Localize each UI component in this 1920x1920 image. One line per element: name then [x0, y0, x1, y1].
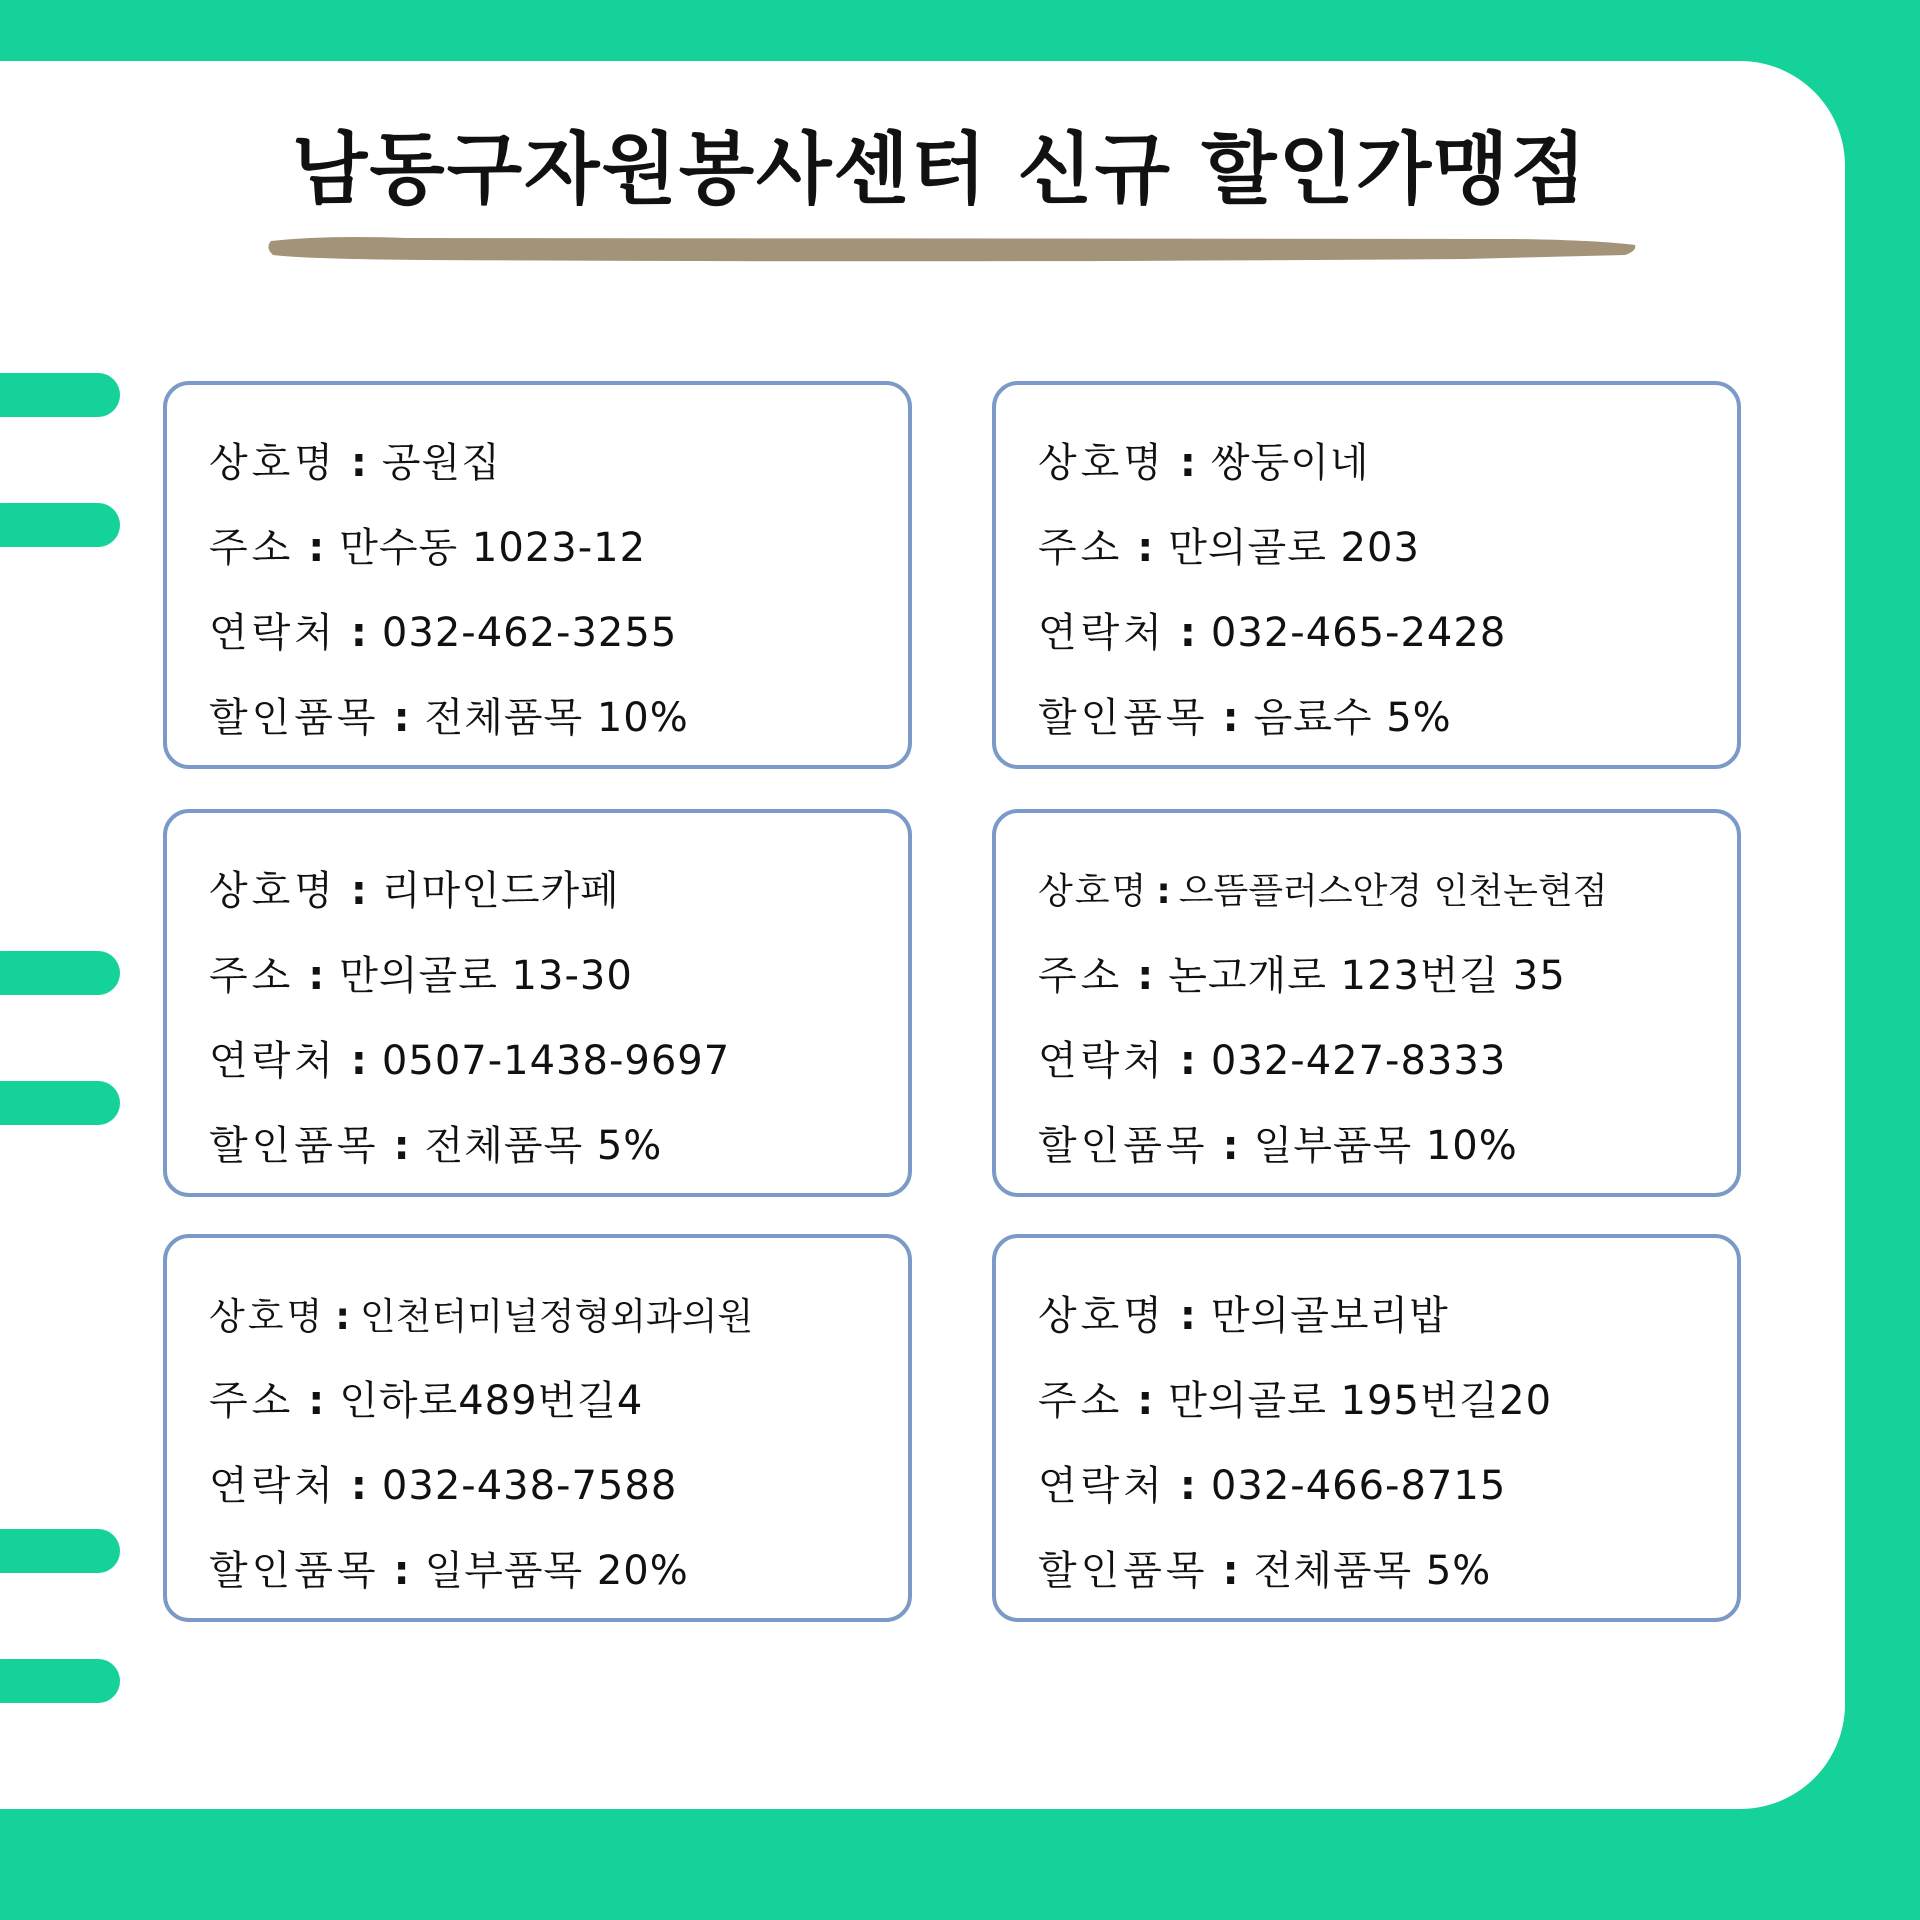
address-label: 주소: [1038, 525, 1124, 571]
store-name-row: [1038, 849, 1737, 934]
store-phone-row: [209, 1019, 908, 1104]
store-address-row: [1038, 1359, 1737, 1444]
store-address-row: [1038, 506, 1737, 591]
name-label: 상호명: [209, 440, 337, 486]
store-name-row: [209, 1274, 908, 1359]
phone-label: 연락처: [1038, 1463, 1166, 1509]
store-name-row: [1038, 1274, 1737, 1359]
store-discount-row: [209, 676, 908, 761]
binder-tab: [0, 1529, 120, 1573]
store-name: 공원집: [381, 440, 501, 486]
store-discount-row: [1038, 1104, 1737, 1189]
store-phone-row: [1038, 591, 1737, 676]
address-label: 주소: [209, 1378, 295, 1424]
separator: :: [1179, 1038, 1197, 1084]
store-address-row: [1038, 934, 1737, 1019]
store-phone-row: [1038, 1019, 1737, 1104]
store-name: 으뜸플러스안경 인천논현점: [1178, 871, 1608, 912]
store-address: 만의골로 195번길20: [1168, 1378, 1553, 1424]
separator: :: [1179, 1293, 1197, 1339]
store-phone: 032-465-2428: [1210, 610, 1507, 656]
discount-label: 할인품목: [209, 1123, 380, 1169]
name-label: 상호명: [1038, 440, 1166, 486]
store-address-row: [209, 934, 908, 1019]
separator: :: [1137, 1378, 1155, 1424]
separator: :: [1222, 1123, 1240, 1169]
separator: :: [1222, 695, 1240, 741]
store-name-row: [209, 849, 908, 934]
store-discount: 전체품목 5%: [1253, 1548, 1492, 1594]
store-discount: 일부품목 10%: [1253, 1123, 1518, 1169]
discount-label: 할인품목: [1038, 1123, 1209, 1169]
separator: :: [1137, 953, 1155, 999]
separator: :: [393, 1548, 411, 1594]
separator: :: [335, 1295, 351, 1338]
address-label: 주소: [1038, 1378, 1124, 1424]
separator: :: [350, 1038, 368, 1084]
discount-label: 할인품목: [1038, 1548, 1209, 1594]
store-discount: 전체품목 10%: [424, 695, 689, 741]
separator: :: [393, 1123, 411, 1169]
name-label: 상호명: [209, 868, 337, 914]
store-address: 논고개로 123번길 35: [1168, 953, 1566, 999]
binder-tab: [0, 503, 120, 547]
separator: :: [1179, 440, 1197, 486]
name-label: 상호명: [1038, 1293, 1166, 1339]
store-discount-row: [1038, 676, 1737, 761]
store-name: 인천터미널정형외과의원: [360, 1295, 754, 1338]
store-card: [992, 381, 1741, 769]
separator: :: [393, 695, 411, 741]
separator: :: [350, 440, 368, 486]
discount-label: 할인품목: [1038, 695, 1209, 741]
separator: :: [350, 1463, 368, 1509]
store-name-row: [1038, 421, 1737, 506]
separator: :: [1156, 871, 1171, 912]
binder-tab: [0, 951, 120, 995]
page-title: 남동구자원봉사센터 신규 할인가맹점: [292, 125, 1588, 215]
address-label: 주소: [209, 953, 295, 999]
phone-label: 연락처: [209, 1463, 337, 1509]
binder-tab: [0, 1081, 120, 1125]
discount-label: 할인품목: [209, 1548, 380, 1594]
store-name: 만의골보리밥: [1210, 1293, 1449, 1339]
store-discount-row: [1038, 1529, 1737, 1614]
store-address-row: [209, 506, 908, 591]
name-label: 상호명: [209, 1295, 326, 1338]
store-card: [163, 1234, 912, 1622]
separator: :: [1179, 610, 1197, 656]
separator: :: [308, 525, 326, 571]
address-label: 주소: [209, 525, 295, 571]
phone-label: 연락처: [1038, 610, 1166, 656]
store-phone: 032-427-8333: [1210, 1038, 1507, 1084]
separator: :: [350, 610, 368, 656]
separator: :: [308, 1378, 326, 1424]
store-address-row: [209, 1359, 908, 1444]
store-address: 만의골로 13-30: [339, 953, 633, 999]
store-phone: 032-462-3255: [381, 610, 678, 656]
store-name-row: [209, 421, 908, 506]
binder-tab: [0, 373, 120, 417]
separator: :: [1137, 525, 1155, 571]
separator: :: [350, 868, 368, 914]
phone-label: 연락처: [209, 1038, 337, 1084]
store-phone: 032-438-7588: [381, 1463, 678, 1509]
phone-label: 연락처: [1038, 1038, 1166, 1084]
store-card: [992, 809, 1741, 1197]
name-label: 상호명: [1038, 871, 1149, 912]
discount-label: 할인품목: [209, 695, 380, 741]
store-discount: 음료수 5%: [1253, 695, 1452, 741]
store-card: [163, 381, 912, 769]
separator: :: [1179, 1463, 1197, 1509]
title-underline-brush: [265, 233, 1640, 263]
store-address: 인하로489번길4: [339, 1378, 644, 1424]
store-phone: 032-466-8715: [1210, 1463, 1507, 1509]
store-phone-row: [1038, 1444, 1737, 1529]
store-phone-row: [209, 591, 908, 676]
store-address: 만수동 1023-12: [339, 525, 647, 571]
separator: :: [1222, 1548, 1240, 1594]
store-discount-row: [209, 1104, 908, 1189]
store-discount: 전체품목 5%: [424, 1123, 663, 1169]
separator: :: [308, 953, 326, 999]
store-discount-row: [209, 1529, 908, 1614]
store-name: 리마인드카페: [381, 868, 620, 914]
address-label: 주소: [1038, 953, 1124, 999]
store-card: [992, 1234, 1741, 1622]
store-phone-row: [209, 1444, 908, 1529]
store-discount: 일부품목 20%: [424, 1548, 689, 1594]
store-name: 쌍둥이네: [1210, 440, 1370, 486]
phone-label: 연락처: [209, 610, 337, 656]
store-card: [163, 809, 912, 1197]
store-phone: 0507-1438-9697: [381, 1038, 731, 1084]
binder-tab: [0, 1659, 120, 1703]
store-address: 만의골로 203: [1168, 525, 1420, 571]
